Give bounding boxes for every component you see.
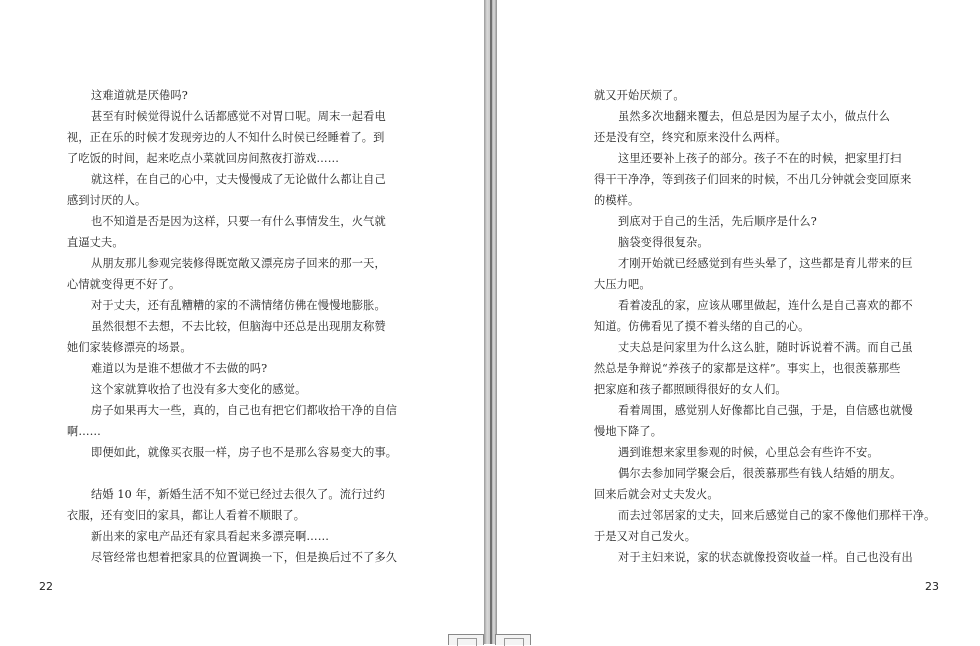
page-number-left: 22 bbox=[39, 580, 53, 593]
text-line: 然总是争辩说“养孩子的家都是这样”。事实上，也很羡慕那些 bbox=[594, 362, 901, 375]
text-line: 对于丈夫，还有乱糟糟的家的不满情绪仿佛在慢慢地膨胀。 bbox=[91, 299, 386, 312]
text-line: 新出来的家电产品还有家具看起来多漂亮啊…… bbox=[91, 530, 330, 543]
text-line: 看着周围，感觉别人好像都比自己强，于是，自信感也就慢 bbox=[618, 404, 913, 417]
text-line: 知道。仿佛看见了摸不着头绪的自己的心。 bbox=[594, 320, 810, 333]
text-line: 虽然多次地翻来覆去，但总是因为屋子太小，做点什么 bbox=[618, 110, 891, 123]
text-line: 尽管经常也想着把家具的位置调换一下，但是换后过不了多久 bbox=[91, 551, 398, 564]
text-line: 就这样，在自己的心中，丈夫慢慢成了无论做什么都让自己 bbox=[91, 173, 386, 186]
text-line: 大压力吧。 bbox=[594, 278, 651, 291]
text-line: 对于主妇来说，家的状态就像投资收益一样。自己也没有出 bbox=[618, 551, 913, 564]
handle-left-icon bbox=[457, 638, 477, 646]
text-line bbox=[67, 463, 392, 484]
text-line: 甚至有时候觉得说什么话都感觉不对胃口呢。周末一起看电 bbox=[91, 110, 386, 123]
right-page bbox=[497, 0, 980, 644]
left-page-text bbox=[67, 85, 398, 568]
text-line: 还是没有空，终究和原来没什么两样。 bbox=[594, 131, 787, 144]
text-line: 丈夫总是问家里为什么这么脏，随时诉说着不满。而自己虽 bbox=[618, 341, 913, 354]
text-line: 即便如此，就像买衣服一样，房子也不是那么容易变大的事。 bbox=[91, 446, 398, 459]
page-turn-handle-right[interactable] bbox=[495, 634, 531, 645]
text-line: 遇到谁想来家里参观的时候，心里总会有些许不安。 bbox=[618, 446, 879, 459]
text-line: 就又开始厌烦了。 bbox=[594, 89, 685, 102]
text-line: 而去过邻居家的丈夫，回来后感觉自己的家不像他们那样干净。 bbox=[618, 509, 936, 522]
spine-divider bbox=[490, 0, 492, 644]
left-page bbox=[0, 0, 484, 644]
text-line: 感到讨厌的人。 bbox=[67, 194, 147, 207]
text-line: 于是又对自己发火。 bbox=[594, 530, 697, 543]
text-line: 把家庭和孩子都照顾得很好的女人们。 bbox=[594, 383, 787, 396]
text-line: 得干干净净，等到孩子们回来的时候，不出几分钟就会变回原来 bbox=[594, 173, 912, 186]
text-line: 难道以为是谁不想做才不去做的吗? bbox=[91, 362, 268, 375]
text-line: 这个家就算收拾了也没有多大变化的感觉。 bbox=[91, 383, 307, 396]
text-line: 才刚开始就已经感觉到有些头晕了，这些都是育儿带来的巨 bbox=[618, 257, 913, 270]
text-line: 偶尔去参加同学聚会后，很羡慕那些有钱人结婚的朋友。 bbox=[618, 467, 902, 480]
text-line: 啊…… bbox=[67, 425, 102, 438]
right-page-text bbox=[594, 85, 936, 568]
text-line: 结婚 10 年，新婚生活不知不觉已经过去很久了。流行过约 bbox=[91, 488, 386, 501]
text-line: 她们家装修漂亮的场景。 bbox=[67, 341, 192, 354]
page-turn-handle-left[interactable] bbox=[448, 634, 484, 645]
text-line: 心情就变得更不好了。 bbox=[67, 278, 181, 291]
text-line: 到底对于自己的生活，先后顺序是什么? bbox=[618, 215, 817, 228]
text-line: 看着凌乱的家，应该从哪里做起，连什么是自己喜欢的都不 bbox=[618, 299, 913, 312]
text-line: 衣服，还有变旧的家具，都让人看着不顺眼了。 bbox=[67, 509, 306, 522]
text-line: 脑袋变得很复杂。 bbox=[618, 236, 709, 249]
text-line: 这难道就是厌倦吗? bbox=[91, 89, 188, 102]
text-line: 也不知道是否是因为这样，只要一有什么事情发生，火气就 bbox=[91, 215, 386, 228]
text-line: 直逼丈夫。 bbox=[67, 236, 124, 249]
text-line: 回来后就会对丈夫发火。 bbox=[594, 488, 719, 501]
text-line: 的模样。 bbox=[594, 194, 640, 207]
handle-right-icon bbox=[504, 638, 524, 646]
text-line: 视，正在乐的时候才发现旁边的人不知什么时侯已经睡着了。到 bbox=[67, 131, 385, 144]
text-line: 这里还要补上孩子的部分。孩子不在的时候，把家里打扫 bbox=[618, 152, 902, 165]
page-number-right: 23 bbox=[925, 580, 939, 593]
text-line: 从朋友那儿参观完装修得既宽敞又漂亮房子回来的那一天， bbox=[91, 257, 386, 270]
text-line: 慢地下降了。 bbox=[594, 425, 663, 438]
text-line: 了吃饭的时间，起来吃点小菜就回房间熬夜打游戏…… bbox=[67, 152, 340, 165]
text-line: 虽然很想不去想，不去比较，但脑海中还总是出现朋友称赞 bbox=[91, 320, 386, 333]
text-line: 房子如果再大一些，真的，自己也有把它们都收拾干净的自信 bbox=[91, 404, 398, 417]
